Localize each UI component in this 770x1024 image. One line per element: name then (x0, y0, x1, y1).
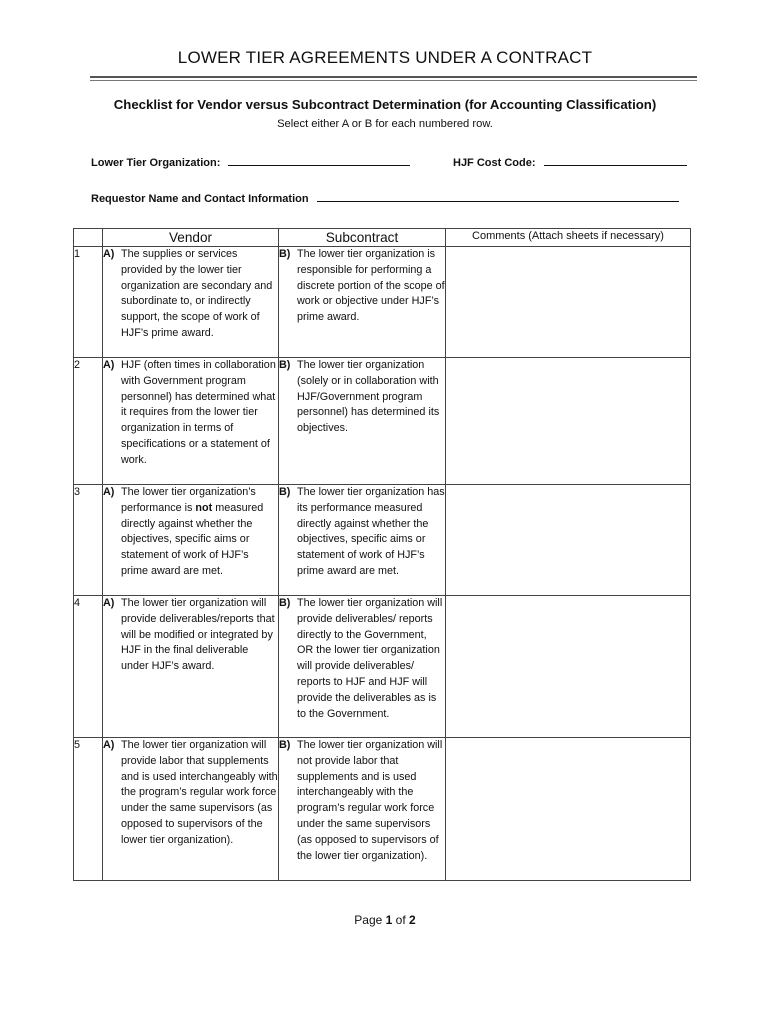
option-a-text-part: The lower tier organization’s performance is (121, 486, 256, 514)
option-b-letter: B) (279, 359, 291, 371)
option-a-letter: A) (103, 359, 115, 371)
option-b-letter: B) (279, 597, 291, 609)
option-a-text (121, 485, 278, 580)
table-row (74, 485, 691, 596)
vendor-option-a[interactable] (103, 596, 279, 738)
requestor-input-line[interactable] (317, 191, 679, 202)
comments-column-header: Comments (Attach sheets if necessary) (446, 229, 691, 247)
requestor-label: Requestor Name and Contact Information (91, 193, 309, 205)
checklist-subtitle: Checklist for Vendor versus Subcontract Determination (for Accounting Classification) (113, 97, 657, 112)
option-b-text: The lower tier organization is responsible for performing a discrete portion of the scope of work or objective under HJF’s prime award. (297, 248, 445, 324)
table-row (74, 596, 691, 738)
comments-cell[interactable] (446, 596, 691, 738)
table-header-row (74, 229, 691, 247)
row-number: 2 (74, 358, 103, 485)
option-b-text: The lower tier organization has its performance measured directly against whether the objectives, specific aims or statement of work of HJF’s prime award are met. (297, 486, 445, 577)
option-a-text: The lower tier organization will provide labor that supplements and is used interchangeably with the program’s regular work force under the same supervisors (as opposed to supervisors of the lower tier organization). (121, 739, 278, 846)
subcontract-option-b[interactable] (279, 247, 446, 358)
table-row (74, 247, 691, 358)
row-number: 3 (74, 485, 103, 596)
option-a-text: HJF (often times in collaboration with Government program personnel) has determined what it requires from the lower tier organization in terms of specifications or a statement of work. (121, 359, 276, 466)
table-row (74, 738, 691, 881)
option-a-emphasis-not: not (195, 501, 213, 514)
option-a-letter: A) (103, 739, 115, 751)
option-a-text: The lower tier organization will provide deliverables/reports that will be modified or integrated by HJF in the final deliverable under HJF’s award. (121, 597, 275, 673)
comments-cell[interactable] (446, 738, 691, 881)
subcontract-option-b[interactable] (279, 485, 446, 596)
vendor-option-a[interactable] (103, 485, 279, 596)
page-number-footer (0, 913, 770, 927)
subcontract-column-header: Subcontract (279, 229, 446, 247)
comments-cell[interactable] (446, 485, 691, 596)
requestor-field (91, 191, 679, 205)
table-row (74, 358, 691, 485)
lower-tier-org-input-line[interactable] (228, 155, 410, 166)
comments-cell[interactable] (446, 358, 691, 485)
row-number: 1 (74, 247, 103, 358)
row-number: 5 (74, 738, 103, 881)
option-b-letter: B) (279, 248, 291, 260)
hjf-cost-code-input-line[interactable] (544, 155, 687, 166)
page-word: Page (354, 913, 383, 927)
option-b-letter: B) (279, 739, 291, 751)
total-page-number: 2 (409, 913, 416, 927)
option-a-letter: A) (103, 597, 115, 609)
option-a-letter: A) (103, 486, 115, 498)
option-b-letter: B) (279, 486, 291, 498)
comments-cell[interactable] (446, 247, 691, 358)
hjf-cost-code-field (453, 155, 687, 169)
vendor-subcontract-checklist-table (73, 228, 691, 881)
lower-tier-org-label: Lower Tier Organization: (91, 157, 221, 169)
option-a-letter: A) (103, 248, 115, 260)
of-word: of (395, 913, 406, 927)
option-b-text: The lower tier organization will not provide labor that supplements and is used interchangeably with the program’s regular work force under the same supervisors (as opposed to supervisors of the lower tier organization). (297, 739, 443, 862)
title-rule-divider (90, 76, 697, 81)
row-number-header (74, 229, 103, 247)
document-title: LOWER TIER AGREEMENTS UNDER A CONTRACT (177, 48, 593, 67)
subcontract-option-b[interactable] (279, 738, 446, 881)
current-page-number: 1 (385, 913, 393, 927)
option-b-text: The lower tier organization will provide deliverables/ reports directly to the Government, OR the lower tier organization will provide deliverables/ reports to HJF and HJF will provide the deliverables as is to the Government. (297, 597, 443, 720)
subcontract-option-b[interactable] (279, 358, 446, 485)
hjf-cost-code-label: HJF Cost Code: (453, 157, 536, 169)
row-number: 4 (74, 596, 103, 738)
vendor-option-a[interactable] (103, 738, 279, 881)
option-a-text-part: measured directly against whether the objectives, specific aims or statement of work of HJF’s prime award are met. (121, 501, 264, 577)
vendor-option-a[interactable] (103, 358, 279, 485)
lower-tier-org-field (91, 155, 410, 169)
option-a-text: The supplies or services provided by the lower tier organization are secondary and subordinate to, or indirectly support, the scope of work of HJF’s prime award. (121, 248, 273, 339)
option-b-text: The lower tier organization (solely or in collaboration with HJF/Government program personnel) has determined its objectives. (297, 359, 440, 435)
subcontract-option-b[interactable] (279, 596, 446, 738)
instruction-text: Select either A or B for each numbered row. (277, 118, 493, 130)
vendor-column-header: Vendor (103, 229, 279, 247)
vendor-option-a[interactable] (103, 247, 279, 358)
